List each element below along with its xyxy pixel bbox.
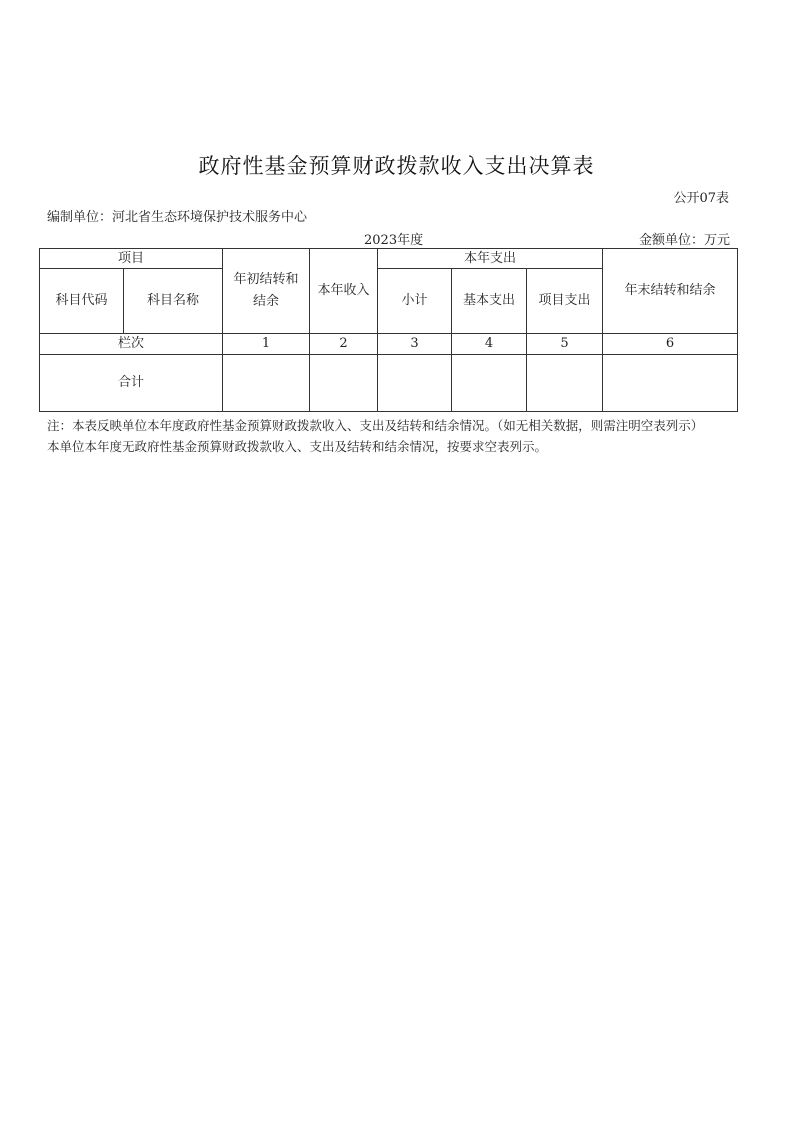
header-begin-carry — [223, 249, 310, 334]
header-expense: 本年支出 — [378, 249, 603, 269]
header-end-carry: 年末结转和结余 — [603, 249, 738, 334]
amount-unit: 金额单位：万元 — [638, 233, 730, 248]
form-number: 公开07表 — [673, 191, 729, 206]
header-income: 本年收入 — [310, 249, 378, 334]
header-item: 项目 — [40, 249, 223, 269]
note-line: 注：本表反映单位本年度政府性基金预算财政拨款收入、支出及结转和结余情况。（如无相关数据，则需注明空表列示） — [47, 418, 704, 433]
col-num: 1 — [223, 334, 310, 355]
total-label: 合计 — [40, 355, 223, 412]
col-num: 4 — [452, 334, 527, 355]
header-name: 科目名称 — [124, 269, 223, 334]
total-cell — [223, 355, 310, 412]
col-num: 5 — [527, 334, 603, 355]
col-num: 6 — [603, 334, 738, 355]
header-project: 项目支出 — [527, 269, 603, 334]
total-cell — [452, 355, 527, 412]
header-code: 科目代码 — [40, 269, 124, 334]
note-line: 本单位本年度无政府性基金预算财政拨款收入、支出及结转和结余情况，按要求空表列示。 — [47, 439, 548, 454]
total-cell — [603, 355, 738, 412]
column-number-row — [40, 334, 738, 355]
budget-table — [39, 248, 738, 412]
header-basic: 基本支出 — [452, 269, 527, 334]
reporting-unit: 编制单位：河北省生态环境保护技术服务中心 — [47, 210, 308, 225]
header-row-1 — [40, 249, 738, 269]
total-row — [40, 355, 738, 412]
page-title: 政府性基金预算财政拨款收入支出决算表 — [198, 154, 595, 178]
col-num: 2 — [310, 334, 378, 355]
header-subtotal: 小计 — [378, 269, 452, 334]
col-num: 3 — [378, 334, 452, 355]
total-cell — [310, 355, 378, 412]
column-label: 栏次 — [40, 334, 223, 355]
fiscal-year: 2023年度 — [364, 233, 424, 248]
notes — [47, 415, 703, 457]
total-cell — [378, 355, 452, 412]
header-begin-carry-label: 年初结转和结余 — [233, 272, 299, 309]
total-cell — [527, 355, 603, 412]
